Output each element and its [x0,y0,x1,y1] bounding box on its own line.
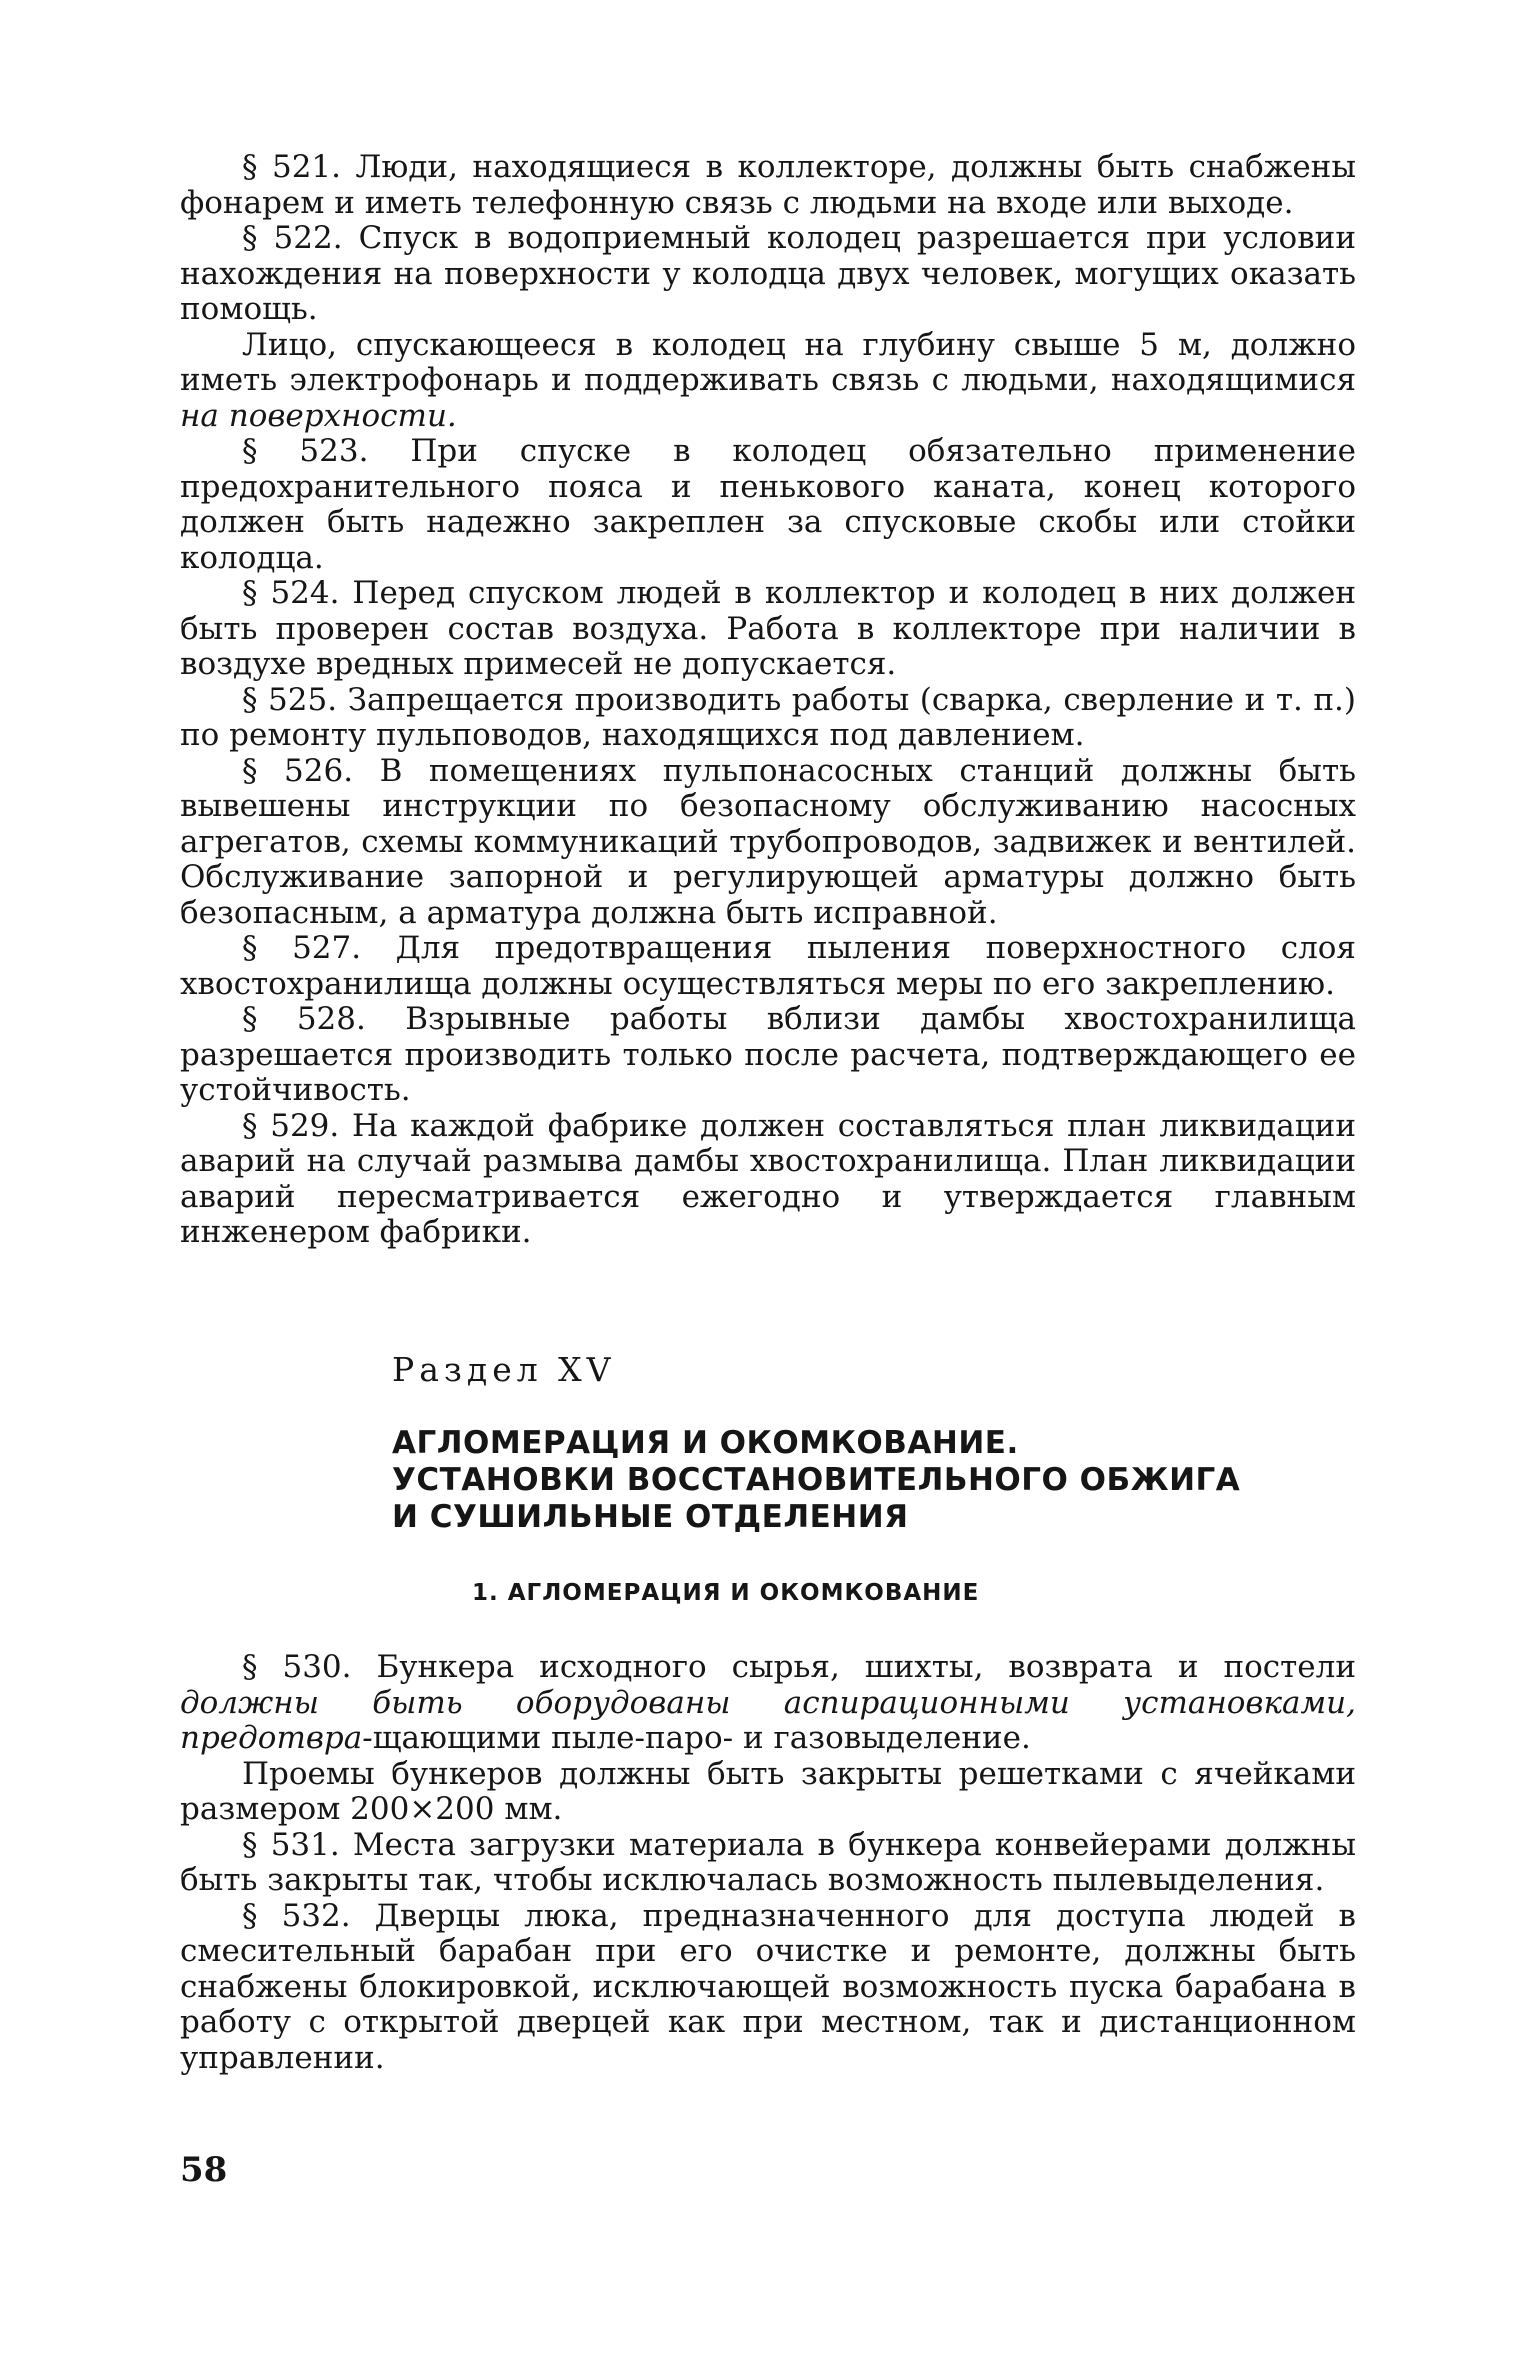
paragraph-530 [180,1650,1356,1757]
bottom-text-block [180,1650,1356,2076]
paragraph-521: § 521. Люди, находящиеся в коллекторе, должны быть снабжены фонарем и иметь телефонную связь с людьми на входе или выходе. [180,149,1356,221]
paragraph-522: § 522. Спуск в водоприемный колодец разрешается при условии нахождения на поверхности у колодца двух человек, могущих оказать помощь. [180,220,1356,327]
paragraph-525: § 525. Запрещается производить работы (сварка, сверление и т. п.) по ремонту пульповодов, находящихся под давлением. [180,681,1356,753]
paragraph-524: § 524. Перед спуском людей в коллектор и колодец в них должен быть проверен состав воздуха. Работа в коллекторе при наличии в воздухе вредных примесей не допускается. [180,575,1356,682]
paragraph-530-italic: должны быть оборудованы аспирационными установками, предотвра- [180,1684,1356,1756]
paragraph-526: § 526. В помещениях пульпонасосных станций должны быть вывешены инструкции по безопасному обслуживанию насосных агрегатов, схемы коммуникаций трубопроводов, задвижек и вентилей. Обслуживание запорной и регулирующей арматуры должно быть безопасным, а арматура должна быть исправной. [180,752,1356,931]
paragraph-523: § 523. При спуске в колодец обязательно применение предохранительного пояса и пенькового каната, конец которого должен быть надежно закреплен за спусковые скобы или стойки колодца. [180,433,1356,576]
paragraph-528: § 528. Взрывные работы вблизи дамбы хвостохранилища разрешается производить только после расчета, подтверждающего ее устойчивость. [180,1001,1356,1108]
section-title-line: И СУШИЛЬНЫЕ ОТДЕЛЕНИЯ [392,1499,909,1535]
paragraph-522-continued [180,328,1356,435]
section-title-line: АГЛОМЕРАЦИЯ И ОКОМКОВАНИЕ. [392,1425,1019,1461]
paragraph-530-lead: § 530. Бункера исходного сырья, шихты, возврата и постели [242,1649,1356,1685]
section-title [392,1425,1240,1536]
paragraph-530-rest: щающими пыле-паро- и газовыделение. [372,1720,1031,1756]
paragraph-527: § 527. Для предотвращения пыления поверхностного слоя хвостохранилища должны осуществляться меры по его закреплению. [180,930,1356,1002]
section-label: Раздел XV [392,1350,616,1389]
paragraph-522-italic: на поверхности. [180,397,457,434]
paragraph-529: § 529. На каждой фабрике должен составляться план ликвидации аварий на случай размыва дамбы хвостохранилища. План ликвидации аварий пересматривается ежегодно и утверждается главным инженером фабрики. [180,1107,1356,1250]
subsection-title: 1. АГЛОМЕРАЦИЯ И ОКОМКОВАНИЕ [472,1580,980,1606]
paragraph-522-continued-text: Лицо, спускающееся в колодец на глубину свыше 5 м, должно иметь электрофонарь и поддерживать связь с людьми, находящимися [180,326,1356,398]
paragraph-532: § 532. Дверцы люка, предназначенного для доступа людей в смесительный барабан при его очистке и ремонте, должны быть снабжены блокировкой, исключающей возможность пуска барабана в работу с открытой дверцей как при местном, так и дистанционном управлении. [180,1897,1356,2076]
paragraph-530b: Проемы бункеров должны быть закрыты решетками с ячейками размером 200×200 мм. [180,1755,1356,1827]
top-text-block [180,150,1356,1251]
paragraph-531: § 531. Места загрузки материала в бункера конвейерами должны быть закрыты так, чтобы исключалась возможность пылевыделения. [180,1826,1356,1898]
section-title-line: УСТАНОВКИ ВОССТАНОВИТЕЛЬНОГО ОБЖИГА [392,1462,1241,1498]
page-number: 58 [180,2150,228,2190]
